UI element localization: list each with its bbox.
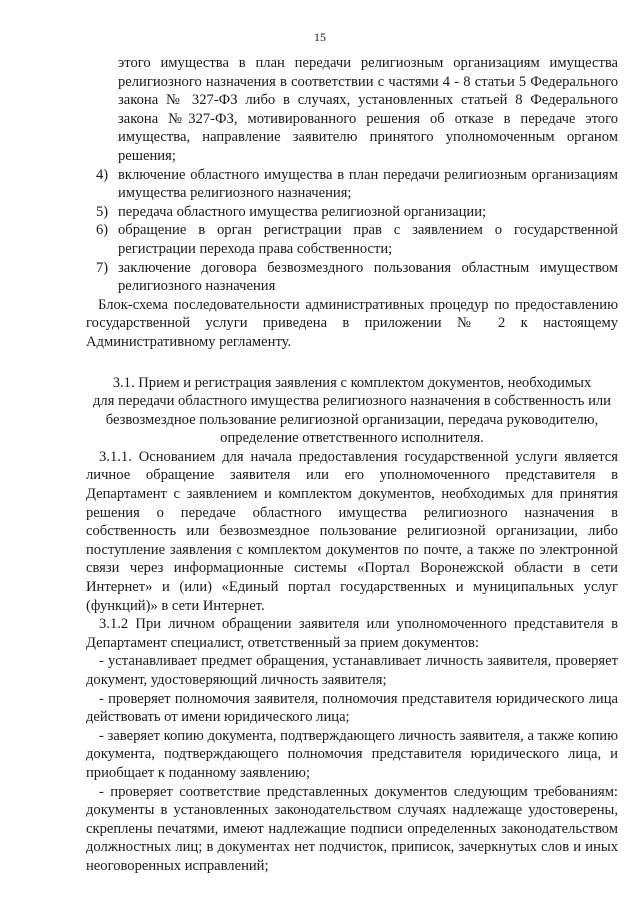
dash-item: - проверяет соответствие представленных документов следующим требованиям: документы в установленных законодательством случаях надлежаще удостоверены, скреплены печатями, имеют надлежащие подписи определенных законодательством должностных лиц; в документах нет подчисток, приписок, зачеркнутых слов и иных неоговоренных исправлений; xyxy=(86,783,618,874)
section-heading-line: безвозмездное пользование религиозной организации, передача руководителю, xyxy=(105,411,599,428)
list-item xyxy=(86,221,618,258)
paragraph-3-1-2: 3.1.2 При личном обращении заявителя или уполномоченного представителя в Департамент специалист, ответственный за прием документов: xyxy=(86,616,618,651)
section-heading xyxy=(86,374,618,448)
section-heading-line: для передачи областного имущества религиозного назначения в собственность или xyxy=(93,393,611,410)
list-item-text: включение областного имущества в план передачи религиозным организациям имущества религиозного назначения; xyxy=(118,166,618,202)
dash-item: - проверяет полномочия заявителя, полномочия представителя юридического лица действовать от имени юридического лица; xyxy=(86,690,618,726)
list-item-number: 7) xyxy=(96,259,109,276)
spacer xyxy=(86,352,618,370)
dash-item: - устанавливает предмет обращения, устанавливает личность заявителя, проверяет документ, удостоверяющий личность заявителя; xyxy=(86,653,618,688)
list-item xyxy=(86,203,618,222)
list-item-text: обращение в орган регистрации прав с заявлением о государственной регистрации перехода права собственности; xyxy=(118,222,618,257)
list-item xyxy=(86,259,618,296)
list-item-number: 5) xyxy=(96,203,109,220)
list-item-text: заключение договора безвозмездного пользования областным имуществом религиозного назначения xyxy=(118,259,618,295)
list-item-number: 4) xyxy=(96,166,109,183)
section-heading-line: определение ответственного исполнителя. xyxy=(220,430,484,447)
block-scheme-paragraph: Блок-схема последовательности административных процедур по предоставлению государственной услуги приведена в приложении № 2 к настоящему Административному регламенту. xyxy=(86,296,618,350)
list-item-text: передача областного имущества религиозной организации; xyxy=(118,203,487,220)
dash-item: - заверяет копию документа, подтверждающего личность заявителя, а также копию документа, подтверждающего полномочия представителя юридического лица, и приобщает к поданному заявлению; xyxy=(86,727,618,781)
continuation-paragraph: этого имущества в план передачи религиозным организациям имущества религиозного назначения в соответствии с частями 4 - 8 статьи 5 Федерального закона № 327-ФЗ либо в случаях, установленных статьей 8 Федерального закона №327-ФЗ, мотивированного решения об отказе в передаче этого имущества, направление заявителю принятого уполномоченным органом решения; xyxy=(118,55,618,164)
page-number: 15 xyxy=(314,30,326,44)
section-heading-line: 3.1. Прием и регистрация заявления с комплектом документов, необходимых xyxy=(112,374,592,391)
page-content xyxy=(86,54,618,876)
list-item-number: 6) xyxy=(96,222,109,239)
list-item xyxy=(86,166,618,203)
paragraph-3-1-1: 3.1.1. Основанием для начала предоставления государственной услуги является личное обращение заявителя или его уполномоченного представителя в Департамент с заявлением и комплектом документов, необходимых для принятия решения о передаче областного имущества религиозного назначения в собственность или безвозмездное пользование религиозной организации, либо поступление заявления с комплектом документов по почте, а также по электронной связи через информационные системы «Портал Воронежской области в сети Интернет» и (или) «Единый портал государственных и муниципальных услуг (функций)» в сети Интернет. xyxy=(86,448,618,614)
